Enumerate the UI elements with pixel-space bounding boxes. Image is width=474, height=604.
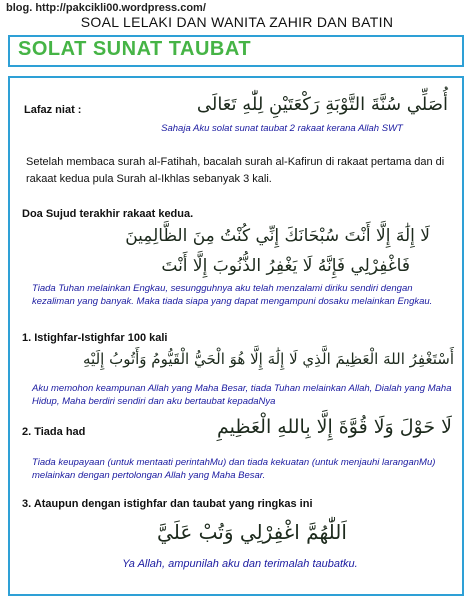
instruction-text: Setelah membaca surah al-Fatihah, bacalah surah al-Kafirun di rakaat pertama dan di rakaat kedua pula Surah al-Ikhlas sebanyak 3 kali. (26, 156, 445, 185)
item2-translation: Tiada keupayaan (untuk mentaati perintahMu) dan tiada kekuatan (untuk menjauhi laranganMu) melainkan dengan pertolongan Allah yang Maha Besar. (32, 457, 436, 481)
doa-sujud-translation: Tiada Tuhan melainkan Engkau, sesungguhnya aku telah menzalami diriku sendiri dengan kezaliman yang banyak. Maka tiada siapa yang dapat mengampuni dosaku melainkan Engkau. (32, 283, 433, 307)
lafaz-translation: Sahaja Aku solat sunat taubat 2 rakaat kerana Allah SWT (161, 123, 403, 134)
page-heading: SOAL LELAKI DAN WANITA ZAHIR DAN BATIN (80, 14, 394, 30)
doa-sujud-arabic-line1: لَا إِلَٰهَ إِلَّا أَنْتَ سُبْحَانَكَ إِنِّي كُنْتُ مِنَ الظَّالِمِينَ (125, 226, 430, 246)
item2-arabic: لَا حَوْلَ وَلَا قُوَّةَ إِلَّا بِاللهِ الْعَظِيمِ (217, 416, 452, 438)
item3-label: 3. Ataupun dengan istighfar dan taubat yang ringkas ini (22, 498, 313, 510)
item1-translation: Aku memohon keampunan Allah yang Maha Besar, tiada Tuhan melainkan Allah, Dialah yang Maha Hidup, Maha berdiri sendiri dan aku bertaubat kepadaNya (32, 383, 452, 407)
item1-arabic: أَسْتَغْفِرُ اللهَ الْعَظِيمَ الَّذِي لَا إِلَٰهَ إِلَّا هُوَ الْحَيُّ الْقَيُّومُ وَأَتُوبُ إِلَيْهِ (83, 350, 454, 368)
doa-sujud-label: Doa Sujud terakhir rakaat kedua. (22, 208, 194, 220)
lafaz-label: Lafaz niat : (24, 104, 82, 116)
item2-label: 2. Tiada had (22, 426, 86, 438)
doa-sujud-arabic-line2: فَاغْفِرْلِي فَإِنَّهُ لَا يَغْفِرُ الذُّنُوبَ إِلَّا أَنْتَ (161, 256, 410, 276)
blog-url: blog. http://pakcikli00.wordpress.com/ (6, 2, 206, 14)
page-title: SOLAT SUNAT TAUBAT (18, 38, 252, 60)
item1-label: 1. Istighfar-Istighfar 100 kali (22, 332, 168, 344)
item3-translation: Ya Allah, ampunilah aku dan terimalah taubatku. (122, 558, 358, 570)
lafaz-arabic: أُصَلِّي سُنَّةَ التَّوْبَةِ رَكْعَتَيْنِ لِلّٰهِ تَعَالَى (196, 94, 448, 115)
item3-arabic: اَللّٰهُمَّ اغْفِرْلِي وَتُبْ عَلَيَّ (157, 520, 347, 544)
